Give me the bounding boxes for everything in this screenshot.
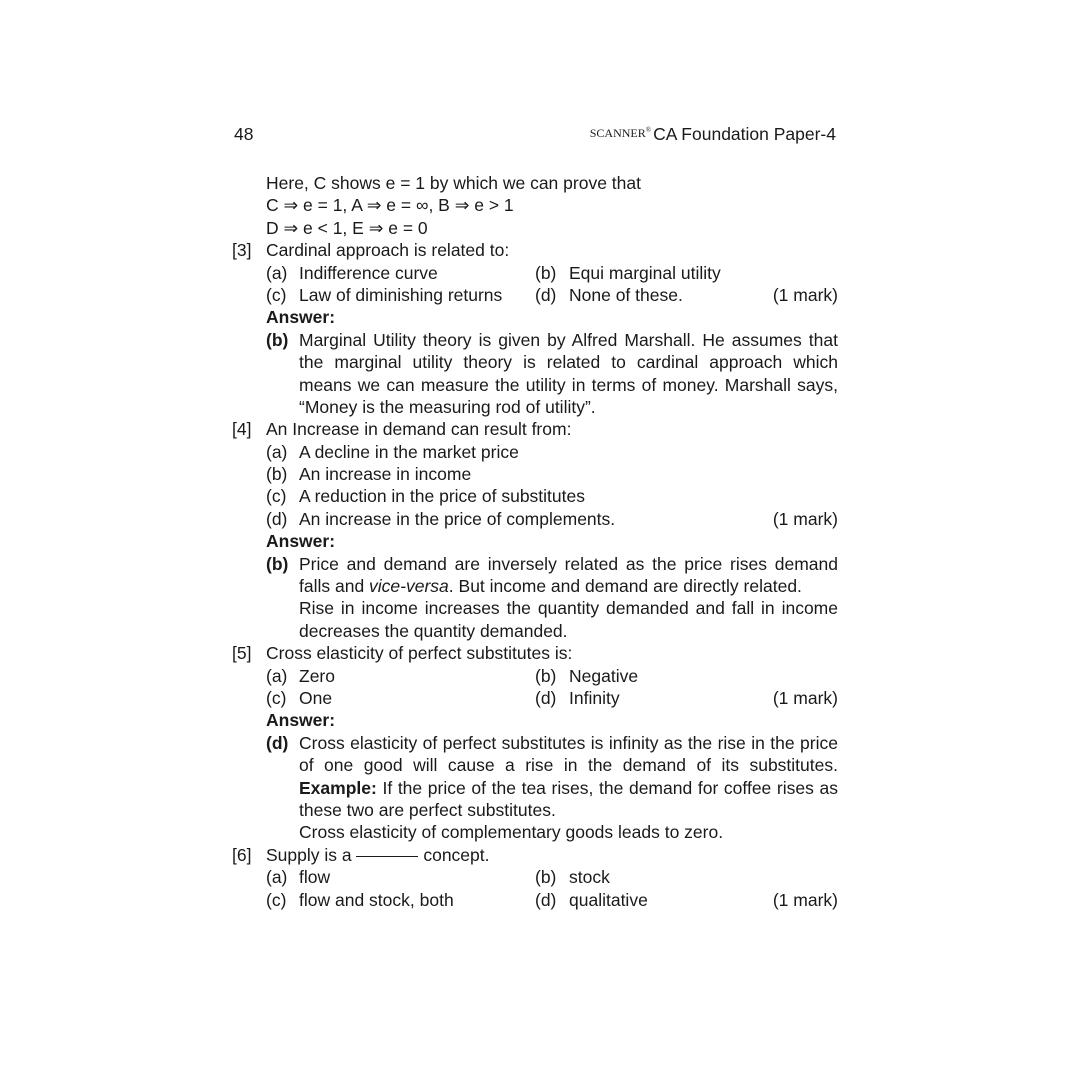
option-row: [232, 665, 838, 687]
scanner-logo: SCANNER®: [589, 126, 652, 140]
answer-explanation: [299, 732, 838, 844]
page-number: 48: [234, 124, 254, 144]
marks-label: (1 mark): [772, 889, 838, 910]
option-label: (a): [266, 665, 288, 686]
option-text: Law of diminishing returns: [299, 284, 503, 305]
option-text: qualitative: [569, 889, 648, 910]
option-text: flow and stock, both: [299, 889, 454, 910]
answer-block: [232, 732, 838, 844]
page-content: [232, 172, 838, 911]
intro-line: C ⇒ e = 1, A ⇒ e = ∞, B ⇒ e > 1: [266, 195, 514, 216]
question-text: Cardinal approach is related to:: [266, 240, 510, 261]
option-text: A decline in the market price: [299, 441, 519, 462]
option-row: [232, 284, 838, 306]
question-number: [5]: [232, 643, 252, 664]
answer-line: Rise in income increases the quantity demanded and fall in income: [299, 598, 838, 619]
fill-in-blank: [356, 856, 418, 857]
answer-block: [232, 329, 838, 419]
question-text: Cross elasticity of perfect substitutes is:: [266, 643, 573, 664]
option-text: One: [299, 687, 333, 708]
marks-label: (1 mark): [772, 508, 838, 529]
answer-line: Marginal Utility theory is given by Alfred Marshall. He assumes that: [299, 329, 838, 350]
option-label: (c): [266, 889, 287, 910]
option-text: Indifference curve: [299, 262, 438, 283]
option-text: None of these.: [569, 284, 683, 305]
answer-line: Cross elasticity of complementary goods leads to zero.: [299, 822, 724, 843]
option-label: (d): [535, 889, 557, 910]
answer-line: these two are perfect substitutes.: [299, 799, 556, 820]
option-label: (c): [266, 486, 287, 507]
book-title: CA Foundation Paper-4: [653, 124, 836, 144]
marks-label: (1 mark): [772, 284, 838, 305]
option-label: (a): [266, 262, 288, 283]
answer-explanation: [299, 553, 838, 643]
answer-explanation: [299, 329, 838, 419]
option-label: (b): [266, 464, 288, 485]
option-row: [232, 485, 838, 507]
answer-line: Example: If the price of the tea rises, the demand for coffee rises as: [299, 777, 838, 798]
question-number: [3]: [232, 240, 252, 261]
question-number: [4]: [232, 419, 252, 440]
answer-heading: Answer:: [266, 531, 336, 552]
answer-line: decreases the quantity demanded.: [299, 620, 568, 641]
option-text: Negative: [569, 665, 639, 686]
answer-line: falls and vice-versa. But income and demand are directly related.: [299, 576, 802, 597]
question-4: [232, 418, 838, 440]
answer-block: [232, 553, 838, 643]
option-text: flow: [299, 867, 331, 888]
answer-key: (b): [266, 553, 289, 574]
question-text: An Increase in demand can result from:: [266, 419, 572, 440]
option-row: [232, 508, 838, 530]
answer-line: Cross elasticity of perfect substitutes is infinity as the rise in the price: [299, 732, 838, 753]
option-text: Infinity: [569, 687, 620, 708]
answer-line: the marginal utility theory is related to cardinal approach which: [299, 352, 838, 373]
question-3: [232, 239, 838, 261]
option-row: [232, 866, 838, 888]
option-label: (b): [535, 665, 557, 686]
answer-line: means we can measure the utility in terms of money. Marshall says,: [299, 374, 838, 395]
option-text: A reduction in the price of substitutes: [299, 486, 585, 507]
option-label: (c): [266, 687, 287, 708]
answer-line: Price and demand are inversely related as the price rises demand: [299, 553, 838, 574]
option-text: An increase in the price of complements.: [299, 508, 616, 529]
option-text: An increase in income: [299, 464, 472, 485]
option-row: [232, 889, 838, 911]
option-label: (b): [535, 262, 557, 283]
answer-key: (d): [266, 732, 289, 753]
option-text: stock: [569, 867, 610, 888]
option-label: (a): [266, 867, 288, 888]
option-row: [232, 441, 838, 463]
answer-line: “Money is the measuring rod of utility”.: [299, 396, 596, 417]
answer-heading: Answer:: [266, 710, 336, 731]
answer-line: of one good will cause a rise in the demand of its substitutes.: [299, 755, 838, 776]
question-text: Supply is a concept.: [266, 844, 490, 865]
running-head: [590, 124, 836, 145]
answer-key: (b): [266, 329, 289, 350]
option-label: (d): [535, 687, 557, 708]
intro-line: D ⇒ e < 1, E ⇒ e = 0: [266, 217, 428, 238]
answer-heading: Answer:: [266, 307, 336, 328]
marks-label: (1 mark): [772, 687, 838, 708]
option-label: (d): [535, 284, 557, 305]
option-label: (b): [535, 867, 557, 888]
option-text: Equi marginal utility: [569, 262, 721, 283]
intro-line: Here, C shows e = 1 by which we can prove that: [266, 173, 641, 193]
option-row: [232, 687, 838, 709]
option-label: (d): [266, 508, 288, 529]
question-5: [232, 642, 838, 664]
option-label: (c): [266, 284, 287, 305]
option-label: (a): [266, 441, 288, 462]
option-row: [232, 262, 838, 284]
question-number: [6]: [232, 844, 252, 865]
question-6: [232, 844, 838, 866]
option-row: [232, 463, 838, 485]
option-text: Zero: [299, 665, 335, 686]
